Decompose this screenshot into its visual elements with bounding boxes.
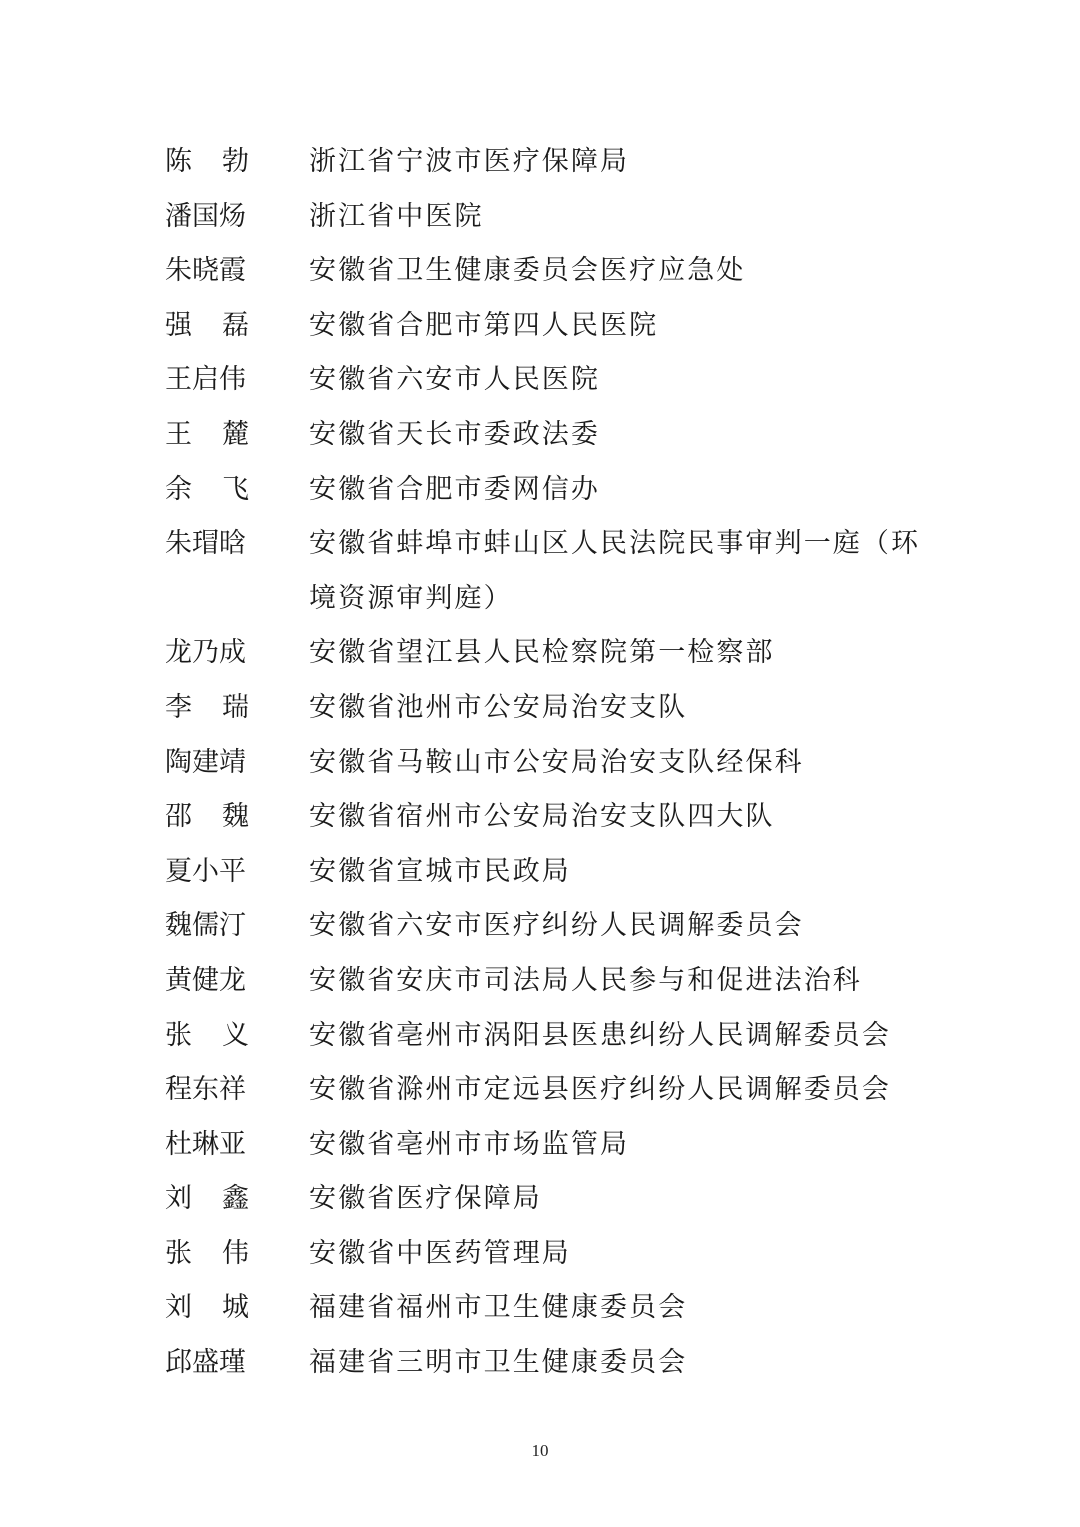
organization-name: 安徽省望江县人民检察院第一检察部 xyxy=(309,637,775,669)
list-item xyxy=(165,1227,925,1282)
list-item xyxy=(165,135,925,190)
organization-name: 安徽省安庆市司法局人民参与和促进法治科 xyxy=(309,964,862,996)
list-item xyxy=(165,1336,925,1391)
person-name: 黄健龙 xyxy=(165,964,246,996)
organization-name: 安徽省宣城市民政局 xyxy=(309,855,571,887)
list-item xyxy=(165,517,925,626)
person-name: 潘国炀 xyxy=(165,200,246,232)
organization-name: 安徽省卫生健康委员会医疗应急处 xyxy=(309,255,746,287)
list-item xyxy=(165,408,925,463)
list-item xyxy=(165,1118,925,1173)
person-name: 杜琳亚 xyxy=(165,1128,246,1160)
list-item xyxy=(165,736,925,791)
person-name: 魏儒汀 xyxy=(165,910,246,942)
list-item xyxy=(165,244,925,299)
list-item xyxy=(165,1172,925,1227)
list-item xyxy=(165,626,925,681)
person-name: 陈 勃 xyxy=(165,146,249,177)
person-name: 强 磊 xyxy=(165,309,249,341)
list-item xyxy=(165,954,925,1009)
person-name: 余 飞 xyxy=(165,473,249,505)
person-name: 张 义 xyxy=(165,1019,249,1051)
organization-name: 安徽省中医药管理局 xyxy=(309,1237,571,1269)
person-name: 陶建靖 xyxy=(165,746,246,778)
person-name: 张 伟 xyxy=(165,1237,249,1269)
list-item xyxy=(165,190,925,245)
list-item xyxy=(165,1063,925,1118)
list-item xyxy=(165,1281,925,1336)
person-name: 朱晓霞 xyxy=(165,255,246,287)
organization-name: 浙江省宁波市医疗保障局 xyxy=(309,146,630,177)
list-item xyxy=(165,845,925,900)
person-name: 王 麓 xyxy=(165,418,249,450)
person-name: 龙乃成 xyxy=(165,637,246,669)
list-item xyxy=(165,681,925,736)
organization-name: 安徽省合肥市委网信办 xyxy=(309,473,600,505)
list-item xyxy=(165,790,925,845)
organization-name: 安徽省宿州市公安局治安支队四大队 xyxy=(309,801,775,833)
person-name: 程东祥 xyxy=(165,1074,246,1106)
name-list xyxy=(165,135,925,1391)
person-name: 夏小平 xyxy=(165,855,246,887)
organization-name: 安徽省六安市人民医院 xyxy=(309,364,600,396)
organization-name: 安徽省亳州市市场监管局 xyxy=(309,1128,630,1160)
organization-name: 安徽省天长市委政法委 xyxy=(309,418,600,450)
organization-name: 福建省三明市卫生健康委员会 xyxy=(309,1347,688,1379)
list-item xyxy=(165,463,925,518)
person-name: 朱瑁晗 xyxy=(165,528,246,560)
organization-name: 安徽省池州市公安局治安支队 xyxy=(309,691,688,723)
organization-name: 安徽省合肥市第四人民医院 xyxy=(309,309,659,341)
person-name: 邱盛瑾 xyxy=(165,1347,246,1379)
organization-name: 安徽省马鞍山市公安局治安支队经保科 xyxy=(309,746,804,778)
list-item xyxy=(165,353,925,408)
person-name: 王启伟 xyxy=(165,364,246,396)
organization-name: 安徽省滁州市定远县医疗纠纷人民调解委员会 xyxy=(309,1074,891,1106)
list-item xyxy=(165,299,925,354)
person-name: 李 瑞 xyxy=(165,691,249,723)
organization-name: 安徽省医疗保障局 xyxy=(309,1183,542,1215)
list-item xyxy=(165,1009,925,1064)
person-name: 刘 城 xyxy=(165,1292,249,1324)
person-name: 刘 鑫 xyxy=(165,1183,249,1215)
organization-name: 福建省福州市卫生健康委员会 xyxy=(309,1292,688,1324)
organization-name: 安徽省蚌埠市蚌山区人民法院民事审判一庭（环境资源审判庭） xyxy=(309,528,921,614)
list-item xyxy=(165,899,925,954)
organization-name: 安徽省六安市医疗纠纷人民调解委员会 xyxy=(309,910,804,942)
organization-name: 浙江省中医院 xyxy=(309,200,484,232)
page-number: 10 xyxy=(531,1441,549,1460)
organization-name: 安徽省亳州市涡阳县医患纠纷人民调解委员会 xyxy=(309,1019,891,1051)
person-name: 邵 魏 xyxy=(165,801,249,833)
